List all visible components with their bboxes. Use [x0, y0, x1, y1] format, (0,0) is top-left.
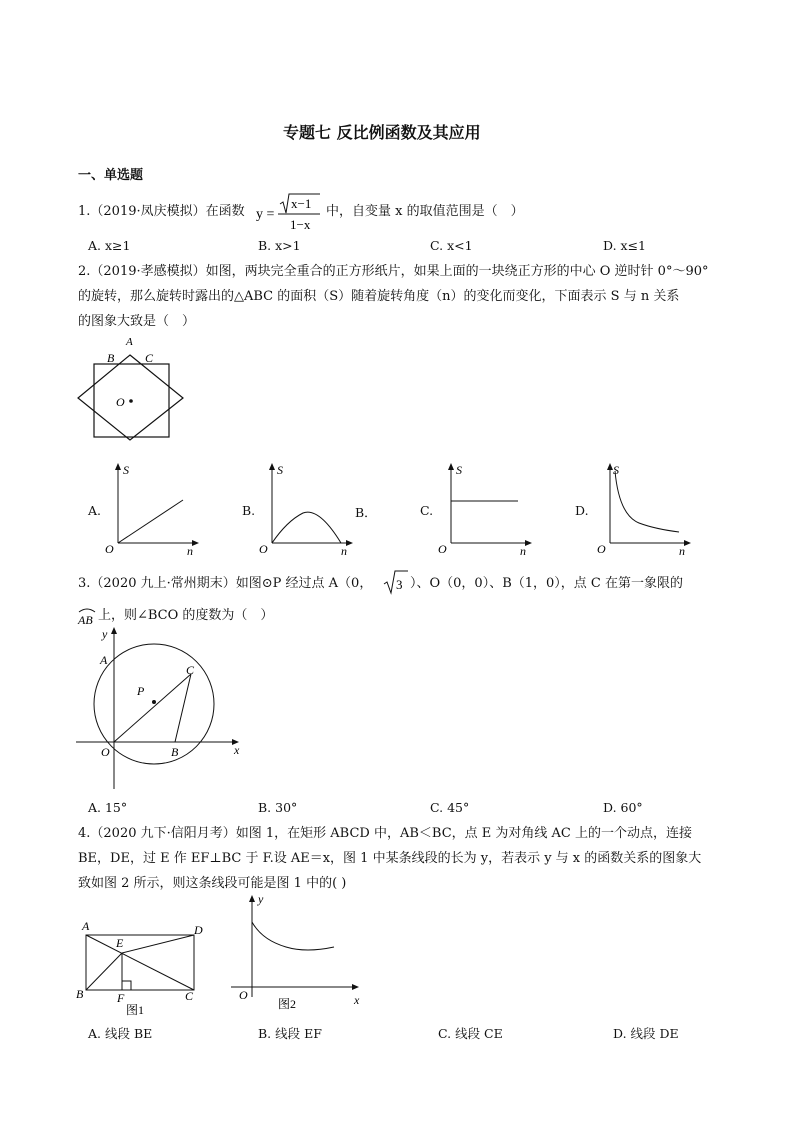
q1-option-d: D. x≤1	[603, 238, 646, 253]
q2-option-c: C.	[420, 503, 434, 518]
svg-text:n: n	[679, 544, 685, 556]
center-point	[129, 399, 133, 403]
svg-text:图2: 图2	[278, 997, 297, 1011]
segment-oc	[114, 674, 191, 742]
graph-curve	[272, 512, 341, 543]
q1-option-a: A. x≥1	[88, 238, 131, 253]
q1-formula-y: y =	[256, 207, 275, 222]
svg-text:A: A	[100, 653, 108, 667]
q4-rectangle-figure	[74, 918, 214, 1018]
q2-squares-figure	[74, 334, 194, 444]
svg-text:图1: 图1	[126, 1003, 145, 1017]
q2-graph-d	[595, 461, 695, 556]
svg-text:y: y	[258, 892, 264, 906]
q3-option-d: D. 60°	[603, 800, 643, 815]
q4-option-d: D. 线段 DE	[613, 1026, 679, 1041]
q2-graph-a	[103, 461, 203, 556]
q2-line3: 的图象大致是（ ）	[78, 314, 196, 329]
diagonal-ac	[86, 935, 194, 990]
svg-text:B: B	[76, 987, 84, 1001]
svg-text:x: x	[234, 743, 240, 757]
q4-line2: BE，DE，过 E 作 EF⊥BC 于 F.设 AE＝x，图 1 中某条线段的长为 y，若表示 y 与 x 的函数关系的图象大	[78, 851, 702, 866]
q3-line1-a: 3.（2020 九上·常州期末）如图⊙P 经过点 A（0，	[78, 576, 373, 591]
svg-text:n: n	[520, 544, 526, 556]
graph-curve	[615, 471, 679, 532]
q4-line3: 致如图 2 所示，则这条线段可能是图 1 中的( )	[78, 876, 347, 891]
q2-line2: 的旋转，那么旋转时露出的△ABC 的面积（S）随着旋转角度（n）的变化而变化，下面表示 S 与 n 关系	[78, 289, 680, 304]
section-heading: 一、单选题	[78, 168, 144, 183]
svg-text:3: 3	[396, 577, 403, 592]
svg-text:O: O	[101, 745, 110, 759]
svg-text:S: S	[277, 463, 283, 477]
segment-cb	[175, 674, 191, 742]
q4-graph-figure	[226, 892, 366, 1014]
q4-option-a: A. 线段 BE	[88, 1026, 153, 1041]
q3-line2: 上，则∠BCO 的度数为（ ）	[98, 608, 274, 623]
q1-option-c: C. x<1	[430, 238, 473, 253]
svg-text:A: A	[82, 919, 90, 933]
q1-option-b: B. x>1	[258, 238, 301, 253]
q1-prefix: 1.（2019·凤庆模拟）在函数	[78, 204, 245, 219]
q2-graph-c	[436, 461, 536, 556]
svg-text:O: O	[105, 542, 114, 556]
svg-text:n: n	[187, 544, 193, 556]
q2-option-b: B.	[242, 503, 256, 518]
svg-text:F: F	[117, 991, 125, 1005]
q2-option-b-dup: B．	[355, 505, 377, 520]
q2-option-a: A.	[88, 503, 102, 518]
svg-text:S: S	[123, 463, 129, 477]
svg-text:C: C	[186, 663, 195, 677]
graph-curve	[252, 922, 334, 950]
point-p	[152, 700, 156, 704]
q2-option-d: D.	[575, 503, 589, 518]
q3-option-b: B. 30°	[258, 800, 298, 815]
graph-line	[118, 500, 183, 543]
segment-be	[86, 953, 122, 990]
svg-text:E: E	[116, 936, 124, 950]
q3-circle-figure	[74, 624, 249, 794]
q3-sqrt	[382, 568, 410, 596]
svg-text:S: S	[613, 463, 619, 477]
svg-text:B: B	[171, 745, 179, 759]
svg-text:n: n	[341, 544, 347, 556]
svg-text:O: O	[259, 542, 268, 556]
right-angle-mark	[122, 981, 131, 990]
svg-text:y: y	[102, 627, 108, 641]
q4-option-c: C. 线段 CE	[438, 1026, 503, 1041]
page-title: 专题七 反比例函数及其应用	[283, 123, 481, 142]
segment-de	[122, 935, 194, 953]
q3-option-c: C. 45°	[430, 800, 470, 815]
q3-line1-b: ）、O（0，0）、B（1，0），点 C 在第一象限的	[410, 576, 684, 591]
q1-suffix: 中，自变量 x 的取值范围是（ ）	[326, 204, 524, 219]
svg-text:C: C	[145, 351, 154, 365]
q3-option-a: A. 15°	[88, 800, 128, 815]
svg-text:AB: AB	[78, 613, 93, 627]
svg-text:O: O	[239, 988, 248, 1002]
svg-text:D: D	[194, 923, 203, 937]
svg-text:x: x	[354, 993, 360, 1007]
svg-text:O: O	[438, 542, 447, 556]
q2-graph-b	[257, 461, 357, 556]
svg-text:O: O	[597, 542, 606, 556]
q1-formula-den: 1−x	[290, 217, 311, 232]
svg-text:C: C	[185, 989, 194, 1003]
svg-text:B: B	[107, 351, 115, 365]
q4-option-b: B. 线段 EF	[258, 1026, 322, 1041]
q1-formula-num: x−1	[291, 196, 312, 211]
svg-text:P: P	[137, 684, 145, 698]
svg-text:O: O	[116, 395, 125, 409]
q2-line1: 2.（2019·孝感模拟）如图，两块完全重合的正方形纸片，如果上面的一块绕正方形的中心 O 逆时针 0°～90°	[78, 264, 709, 279]
svg-text:A: A	[126, 336, 133, 348]
svg-text:S: S	[456, 463, 462, 477]
q1-formula	[254, 192, 320, 234]
q4-line1: 4.（2020 九下·信阳月考）如图 1，在矩形 ABCD 中，AB＜BC，点 E 为对角线 AC 上的一个动点，连接	[78, 826, 693, 841]
